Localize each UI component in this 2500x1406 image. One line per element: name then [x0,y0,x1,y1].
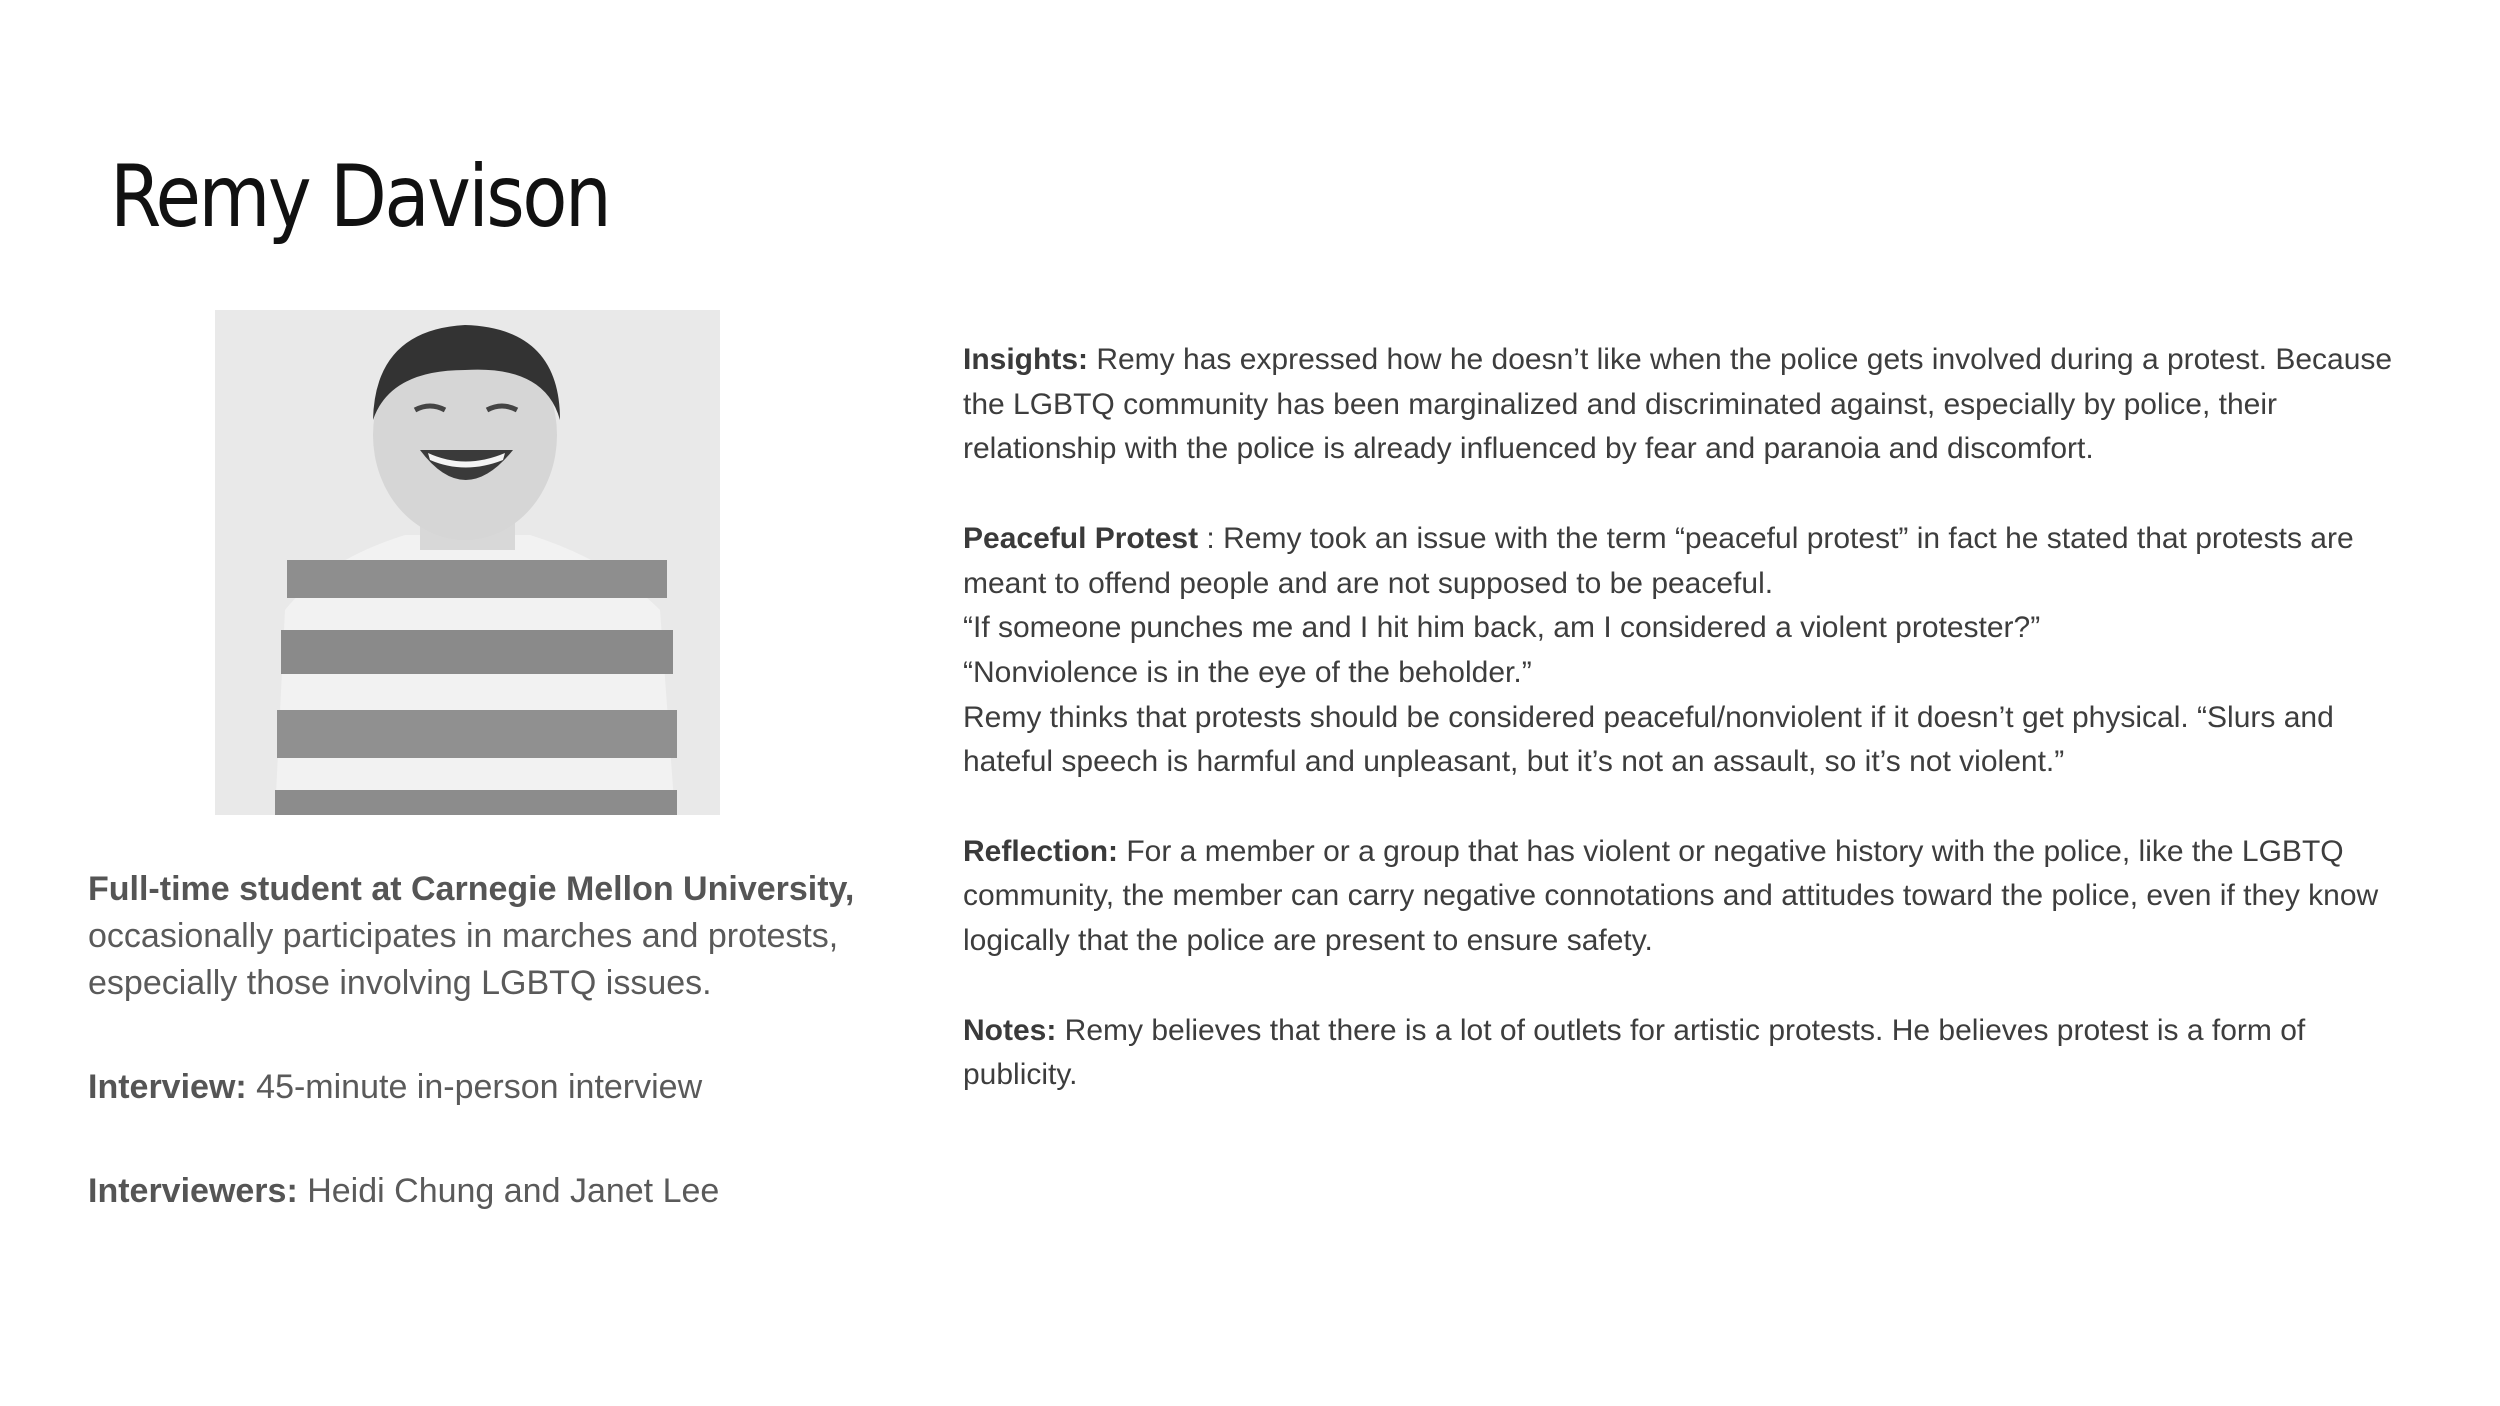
peaceful-followup: Remy thinks that protests should be considered peaceful/nonviolent if it doesn’t get physical. “Slurs and hateful speech is harmful and unpleasant, but it’s not an assault, so it’s not violent.” [963,700,2334,779]
peaceful-protest-text: : Remy took an issue with the term “peaceful protest” in fact he stated that protests are meant to offend people and are not supposed to be peaceful. [963,521,2354,600]
peaceful-protest-label: Peaceful Protest [963,521,1199,555]
reflection-label: Reflection: [963,834,1119,868]
headline-bold: Full-time student at Carnegie Mellon University, [88,870,855,908]
interview-line [88,1064,878,1111]
notes-paragraph [963,1009,2423,1098]
headline-rest: occasionally participates in marches and protests, especially those involving LGBTQ issues. [88,917,839,1002]
profile-photo [215,310,720,815]
interview-label: Interview: [88,1068,247,1106]
interview-notes [963,338,2423,1098]
profile-headline [88,866,878,1007]
interviewers-value: Heidi Chung and Janet Lee [297,1172,720,1210]
insights-paragraph [963,338,2423,472]
quote-1: “If someone punches me and I hit him back, am I considered a violent protester?” [963,611,2041,645]
page-title: Remy Davison [110,147,610,247]
interview-value: 45-minute in-person interview [246,1068,703,1106]
quote-2: “Nonviolence is in the eye of the beholder.” [963,655,1532,689]
reflection-text: For a member or a group that has violent or negative history with the police, like the LGBTQ community, the member can carry negative connotations and attitudes toward the police, even if they know logically that the police are present to ensure safety. [963,834,2379,958]
insights-text: Remy has expressed how he doesn’t like when the police gets involved during a protest. Because the LGBTQ community has been marginalized and discriminated against, especially by police, their relationship with the police is already influenced by fear and paranoia and discomfort. [963,343,2393,466]
insights-label: Insights: [963,343,1088,376]
profile-summary [88,866,878,1215]
peaceful-protest-paragraph [963,517,2423,606]
reflection-paragraph [963,830,2423,964]
interviewers-line [88,1168,878,1215]
interviewers-label: Interviewers: [88,1172,298,1210]
notes-label: Notes: [963,1013,1057,1047]
notes-text: Remy believes that there is a lot of outlets for artistic protests. He believes protest is a form of publicity. [963,1013,2306,1092]
